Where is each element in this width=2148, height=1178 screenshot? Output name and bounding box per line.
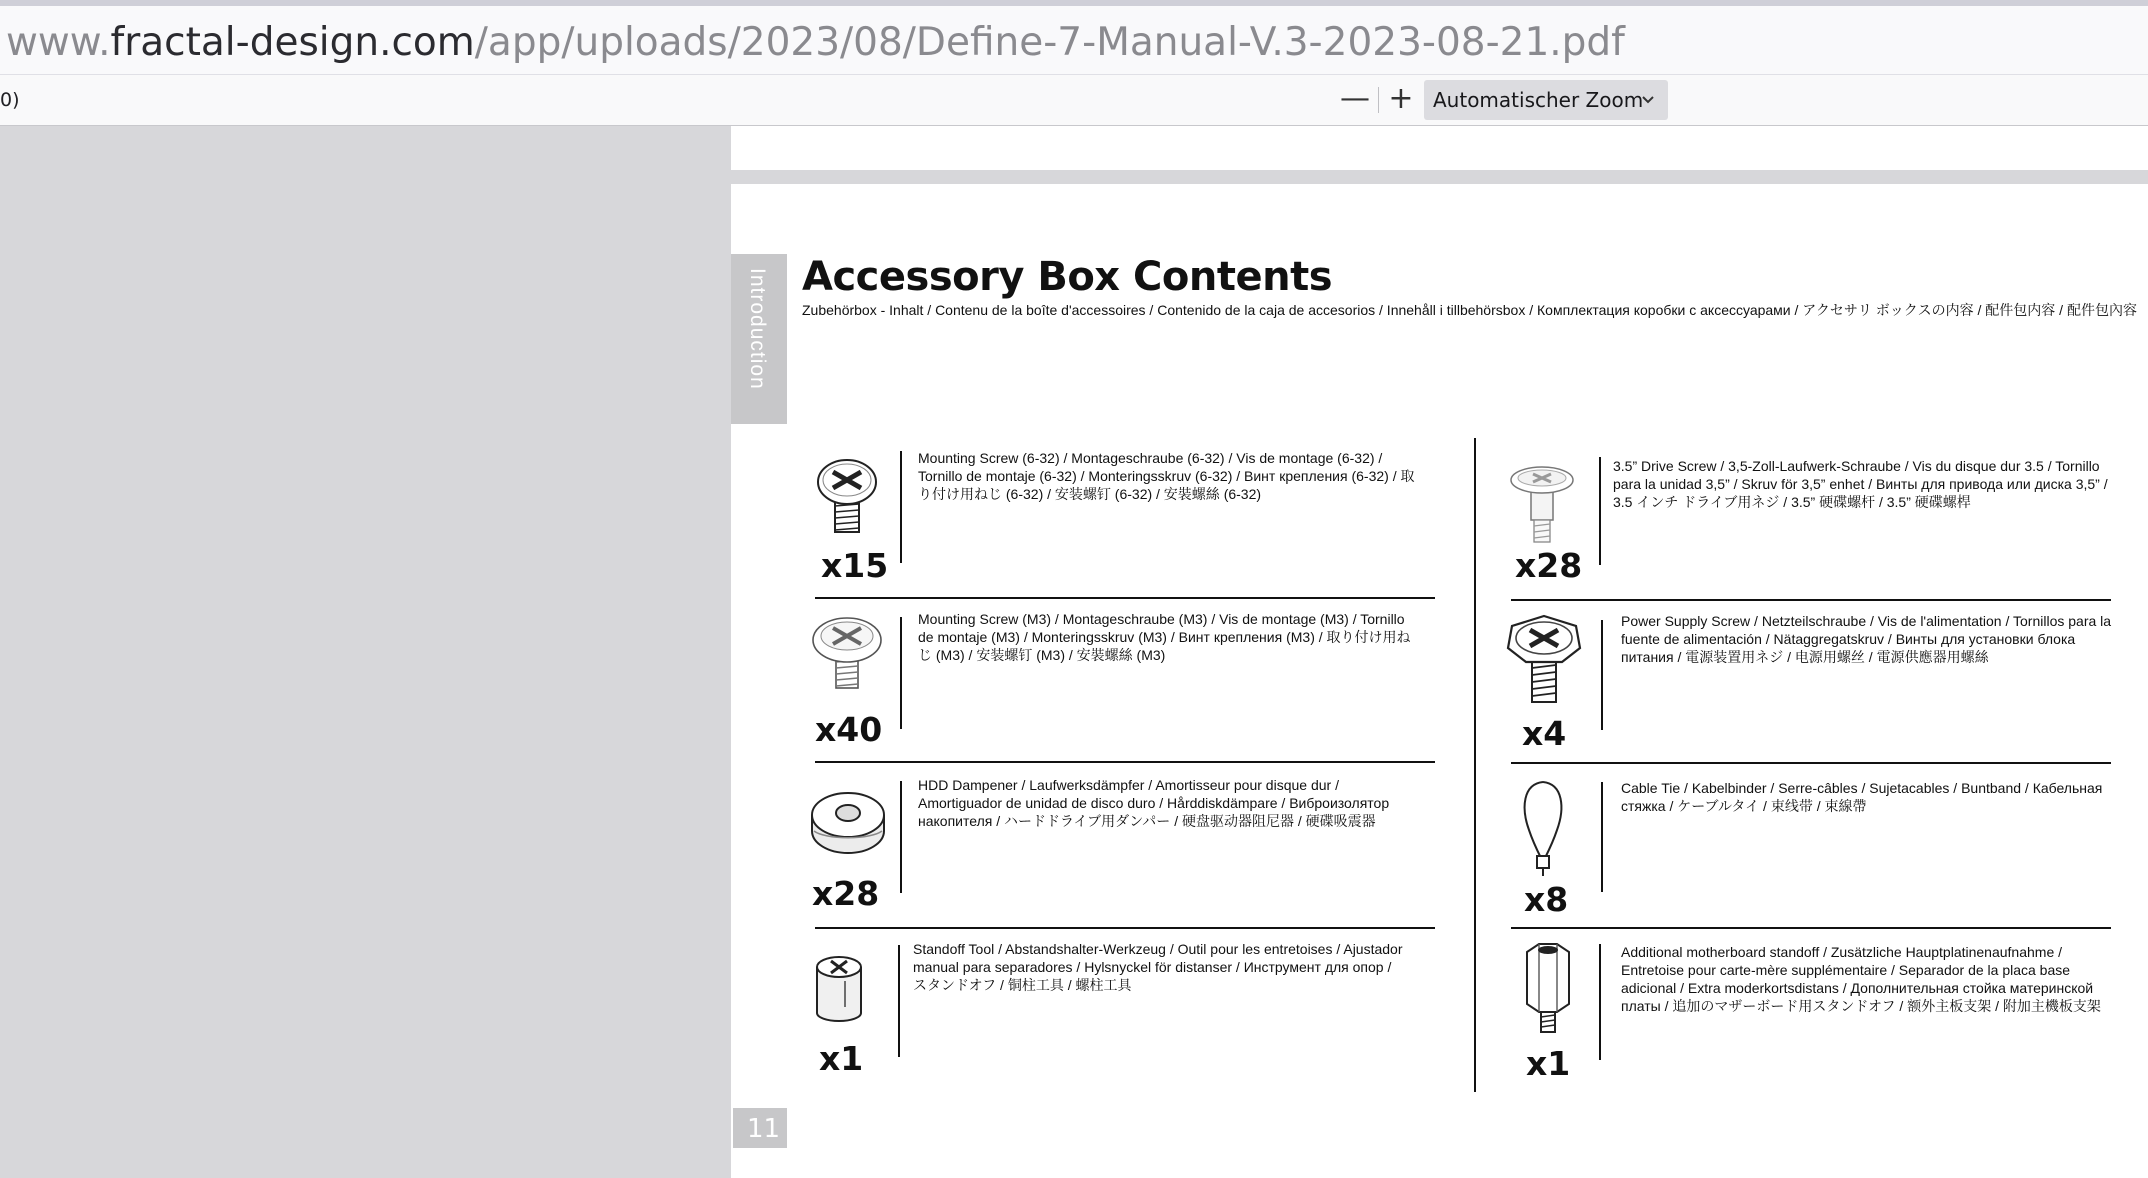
hdd-dampener-icon <box>810 785 886 861</box>
toolbar-separator <box>1378 87 1379 113</box>
item-divider <box>900 781 902 893</box>
url-host: fractal-design.com <box>110 20 475 65</box>
row-separator <box>815 927 1435 929</box>
zoom-out-button[interactable]: — <box>1340 81 1370 116</box>
item-description: Power Supply Screw / Netzteilschraube / Vis de l'alimentation / Tornillos para la fuente de alimentación / Nätaggregatskruv / Винты для установки блока питания / 電源装置用ネジ / 电源用螺丝 / 電源供應器用螺絲 <box>1621 613 2112 665</box>
row-separator <box>1511 762 2111 764</box>
page-subtitle: Zubehörbox - Inhalt / Contenu de la boîte d'accessoires / Contenido de la caja de accesorios / Innehåll i tillbehörsbox / Комплектация коробки с аксессуарами / アクセサリ ボックスの内容 / 配件包内容 / 配件包內容 <box>802 302 2137 318</box>
chevron-down-icon <box>1638 90 1658 110</box>
item-qty: x15 <box>821 546 889 585</box>
drive-screw-icon <box>1509 462 1575 546</box>
item-qty: x1 <box>1526 1044 1571 1083</box>
item-description: Standoff Tool / Abstandshalter-Werkzeug / Outil pour les entretoises / Ajustador manual para separadores / Hylsnyckel för distanser / Инструмент для опор / スタンドオフ / 铜柱工具 / 螺柱工具 <box>913 941 1403 993</box>
url-bar[interactable] <box>0 0 2148 75</box>
item-qty: x4 <box>1522 714 1567 753</box>
item-description: 3.5” Drive Screw / 3,5-Zoll-Laufwerk-Schraube / Vis du disque dur 3.5 / Tornillo para la unidad 3,5” / Skruv för 3,5” enhet / Винты для привода или диска 3,5” / 3.5 インチ ドライブ用ネジ / 3.5” 硬碟螺杆 / 3.5” 硬碟螺桿 <box>1613 458 2108 510</box>
page-indicator: 0) <box>0 89 20 111</box>
item-description: HDD Dampener / Laufwerksdämpfer / Amortisseur pour disque dur / Amortiguador de unidad de disco duro / Hårddiskdämpare / Виброизолятор накопителя / ハードドライブ用ダンパー / 硬盘驱动器阻尼器 / 硬碟吸震器 <box>918 777 1390 829</box>
item-qty: x28 <box>812 874 880 913</box>
item-divider <box>1601 620 1603 730</box>
cable-tie-icon <box>1515 778 1571 878</box>
item-divider <box>898 945 900 1057</box>
item-divider <box>1599 457 1601 565</box>
url-path: /app/uploads/2023/08/Define-7-Manual-V.3-2023-08-21.pdf <box>474 20 1625 65</box>
page-title: Accessory Box Contents <box>802 254 1332 300</box>
url-host-prefix: www. <box>6 20 111 65</box>
standoff-tool-icon <box>811 951 867 1023</box>
row-separator <box>1511 927 2111 929</box>
page-number-badge <box>733 1108 787 1148</box>
section-tab-label: Introduction <box>746 268 769 390</box>
previous-page-bottom <box>731 126 2148 170</box>
item-description: Mounting Screw (6-32) / Montageschraube (6-32) / Vis de montage (6-32) / Tornillo de montaje (6-32) / Monteringsskruv (6-32) / Винт крепления (6-32) / 取り付け用ねじ (6-32) / 安装螺钉 (6-32) / 安裝螺絲 (6-32) <box>918 450 1415 502</box>
item-description: Cable Tie / Kabelbinder / Serre-câbles / Sujetacables / Buntband / Кабельная стяжка / ケーブルタイ / 束线带 / 束線帶 <box>1621 780 2103 814</box>
item-divider <box>1601 782 1603 892</box>
item-divider <box>1599 944 1601 1060</box>
zoom-select[interactable] <box>1424 80 1668 120</box>
mounting-screw-6-32-icon <box>815 454 879 536</box>
item-qty: x1 <box>819 1039 864 1078</box>
row-separator <box>815 761 1435 763</box>
page-gap <box>731 170 2148 184</box>
power-supply-screw-icon <box>1506 614 1582 706</box>
pdf-page <box>731 184 2148 1178</box>
row-separator <box>1511 599 2111 601</box>
item-divider <box>900 617 902 729</box>
mounting-screw-m3-icon <box>811 614 883 692</box>
url-text[interactable] <box>6 20 1625 65</box>
item-divider <box>900 451 902 563</box>
zoom-select-value: Automatischer Zoom <box>1433 88 1644 112</box>
page-number: 11 <box>747 1114 781 1144</box>
row-separator <box>815 597 1435 599</box>
item-description: Mounting Screw (M3) / Montageschraube (M3) / Vis de montage (M3) / Tornillo de montaje (M3) / Monteringsskruv (M3) / Винт крепления (M3) / 取り付け用ねじ (M3) / 安装螺钉 (M3) / 安裝螺絲 (M3) <box>918 611 1411 663</box>
zoom-in-button[interactable]: + <box>1388 81 1414 116</box>
column-divider <box>1474 438 1476 1092</box>
section-tab <box>731 254 787 424</box>
pdf-toolbar <box>0 75 2148 126</box>
item-qty: x40 <box>815 710 883 749</box>
item-description: Additional motherboard standoff / Zusätzliche Hauptplatinenaufnahme / Entretoise pour carte-mère supplémentaire / Separador de la placa base adicional / Extra moderkortsdistans / Дополнительная стойка материнской платы / 追加のマザーボード用スタンドオフ / 额外主板支架 / 附加主機板支架 <box>1621 944 2101 1014</box>
motherboard-standoff-icon <box>1519 942 1577 1034</box>
item-qty: x28 <box>1515 546 1583 585</box>
item-qty: x8 <box>1524 880 1569 919</box>
